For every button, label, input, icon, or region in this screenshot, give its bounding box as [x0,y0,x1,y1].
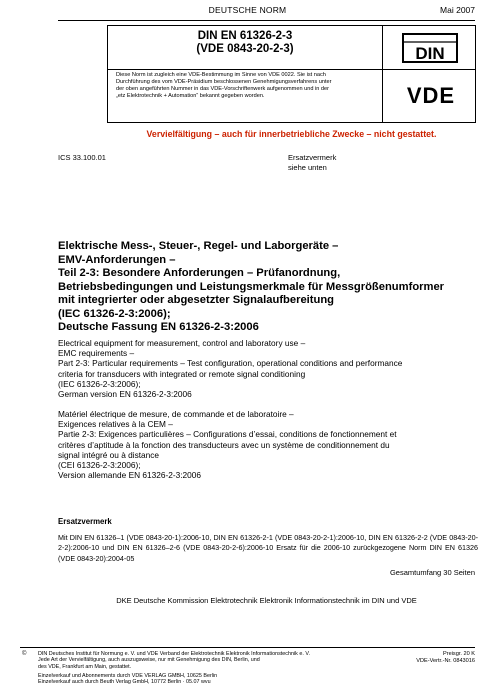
vde-note-line: der oben angeführten Nummer in das VDE-Vorschriftenwerk aufgenommen und in der [116,86,329,92]
ics-code: ICS 33.100.01 [58,153,106,162]
distribution-notice [38,673,398,686]
vde-logo-text: VDE [406,83,456,108]
order-number: VDE-Vertr.-Nr. 0843016 [416,658,475,664]
english-title [58,338,478,399]
english-title-line: German version EN 61326-2-3:2006 [58,389,192,400]
vde-number: (VDE 0843-20-2-3) [196,43,294,55]
replacement-text: Mit DIN EN 61326–1 (VDE 0843-20-1):2006-10, DIN EN 61326-2-1 (VDE 0843-20-2-1):2006-10, DIN EN 61326-2-2 (VDE 0843-20-2-2):2006-10 und DIN EN 61326–2-6 (VDE 0843-20-2-6):2006-10 Ersatz für die 2006-10 zurückgezogene Norm DIN EN 61326 (VDE 0843-20):2004-05 [58,533,478,563]
german-title-line: Deutsche Fassung EN 61326-2-3:2006 [58,321,259,333]
english-title-line: criteria for transducers with integrated or remote signal conditioning [58,368,306,379]
distribution-line: Einzelverkauf auch durch Beuth Verlag GmbH, 10772 Berlin · 05.07 wvu [38,679,211,686]
german-title-line: Teil 2-3: Besondere Anforderungen – Prüfanordnung, [58,267,341,279]
english-title-line: Part 2-3: Particular requirements – Test configuration, operational conditions and performance [58,358,403,369]
french-title-line: Exigences relatives à la CEM – [58,419,173,430]
german-title-line: Elektrische Mess-, Steuer-, Regel- und Laborgeräte – [58,240,339,252]
german-title-line: mit integrierter oder abgesetzter Signalaufbereitung [58,294,335,306]
price-group: Preisgr. 20 K [442,651,475,657]
replacement-label: Ersatzvermerk [288,153,337,162]
price-info [416,651,475,665]
french-title-line: Version allemande EN 61326-2-3:2006 [58,470,201,481]
total-pages: Gesamtumfang 30 Seiten [389,568,475,577]
din-logo [395,32,465,64]
english-title-line: Electrical equipment for measurement, control and laboratory use – [58,338,306,348]
german-title-line: EMV-Anforderungen – [58,253,176,266]
copyright-line: des VDE, Frankfurt am Main, gestattet. [38,663,132,670]
distribution-line: Einzelverkauf und Abonnements durch VDE VERLAG GMBH, 10625 Berlin [38,673,218,679]
din-logo-text: DIN [415,44,445,63]
copyright-mark: © [22,651,27,657]
copyright-line: Jede Art der Vervielfältigung, auch auszugsweise, nur mit Genehmigung des DIN, Berlin, und [38,657,260,664]
vde-note-line: „etz Elektrotechnik + Automation“ bekannt gegeben worden. [116,93,265,99]
french-title-line: (CEI 61326-2-3:2006); [58,460,141,471]
header-divider [58,20,475,21]
copyright-line: DIN Deutsches Institut für Normung e. V. und VDE Verband der Elektrotechnik Elektronik Informationstechnik e. V. [38,651,310,657]
french-title-line: critères d’aptitude à la fonction des transducteurs avec un système de conditionnement du [58,439,390,450]
french-title-line: Matériel électrique de mesure, de commande et de laboratoire – [58,409,294,419]
german-title [58,240,478,335]
din-number: DIN EN 61326-2-3 [197,30,293,42]
french-title [58,409,478,480]
english-title-line: EMC requirements – [58,348,135,359]
vde-note-line: Diese Norm ist zugleich eine VDE-Bestimmung im Sinne von VDE 0022. Sie ist nach [116,72,326,78]
replacement-heading: Ersatzvermerk [58,517,112,526]
replacement-reference [288,153,336,173]
footer-divider [20,647,475,648]
french-title-line: signal intégré ou à distance [58,449,160,460]
title-box [107,25,476,123]
title-box-horizontal-divider [108,69,475,70]
vde-logo [393,82,469,108]
english-title-line: (IEC 61326-2-3:2006); [58,378,141,389]
reproduction-notice: Vervielfältigung – auch für innerbetriebliche Zwecke – nicht gestattet. [146,129,437,139]
document-number [108,30,382,56]
french-title-line: Partie 2-3: Exigences particulières – Configurations d’essai, conditions de fonctionnement et [58,429,397,440]
norm-label: DEUTSCHE NORM [208,5,287,15]
issue-date: Mai 2007 [440,5,475,15]
german-title-line: (IEC 61326-2-3:2006); [58,307,171,320]
vde-note [116,72,378,100]
copyright-notice [38,651,398,670]
replacement-see-below: siehe unten [288,163,327,172]
dke-line: DKE Deutsche Kommission Elektrotechnik Elektronik Informationstechnik im DIN und VDE [116,596,417,605]
vde-note-line: Durchführung des vom VDE-Präsidium beschlossenen Genehmigungsverfahrens unter [116,79,332,85]
german-title-line: Betriebsbedingungen und Leistungsmerkmale für Messgrößenumformer [58,280,445,293]
